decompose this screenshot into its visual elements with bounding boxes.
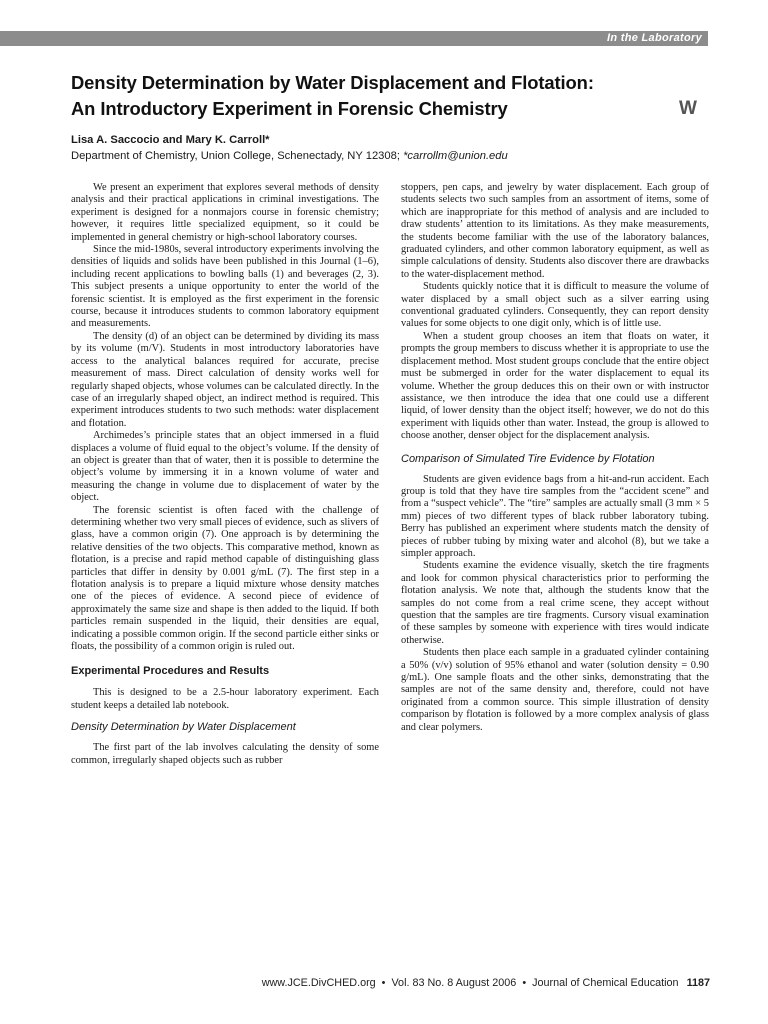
footer-url: www.JCE.DivCHED.org bbox=[261, 977, 376, 989]
affiliation-text: Department of Chemistry, Union College, Schenectady, NY 12308; bbox=[71, 150, 404, 162]
footer-journal: Journal of Chemical Education bbox=[532, 977, 679, 989]
author-email: *carrollm@union.edu bbox=[403, 150, 508, 162]
paragraph: Since the mid-1980s, several introductory experiments involving the densities of liquids and solids have been published in this Journal (1–6), including recent applications to bowling balls (1) and beverages (2, 3). This subject presents a unique opportunity to enter the world of the forensic scientist. It is employed as the first experiment in the forensic course, because it introduces students to common laboratory equipment and measurements. bbox=[71, 244, 379, 330]
left-column bbox=[71, 182, 379, 767]
subsection-heading: Comparison of Simulated Tire Evidence by Flotation bbox=[401, 452, 655, 465]
paragraph: The density (d) of an object can be determined by dividing its mass by its volume (m/V). Students in most introductory laboratories have access to the analytical balances required for accurate, precise measurement of mass. Direct calculation of density works well for regularly shaped objects, whose volumes can be calculated directly. In the case of an irregularly shaped object, an indirect method is required. This experiment introduces students to two such methods: water displacement and flotation. bbox=[71, 330, 379, 429]
section-label: In the Laboratory bbox=[607, 32, 702, 44]
author-list: Lisa A. Saccocio and Mary K. Carroll* bbox=[71, 134, 270, 146]
subsection-heading: Density Determination by Water Displacement bbox=[71, 721, 296, 734]
paragraph: Students quickly notice that it is difficult to measure the volume of water displaced by a small object such as a silver earring using conventional graduated cylinders. Consequently, they can report density values for some objects to one digit only, which is of little use. bbox=[401, 281, 709, 330]
page-footer bbox=[262, 977, 710, 989]
paragraph: Students then place each sample in a graduated cylinder containing a 50% (v/v) solution of 95% ethanol and water (solution density = 0.90 g/mL). One sample floats and the other sinks, demonstrating that the samples are not of the same density and, therefore, could not have originated from a common source. This simple illustration of density comparison by flotation is followed by a more complex analysis of glass and clear polymers. bbox=[401, 647, 709, 733]
section-banner bbox=[0, 31, 708, 46]
paragraph: When a student group chooses an item that floats on water, it prompts the group members to discuss whether it is appropriate to use the displacement method. Most student groups conclude that the entire object must be submerged in order for the water displacement to equal its volume. Whether the group deduces this on their own or with instructor assistance, we then introduce the idea that one could use a different liquid, of lower density than the object itself; however, we do not do this experiment with liquids other than water. Instead, the group is allowed to choose another, denser object for the displacement analysis. bbox=[401, 330, 709, 442]
page-number: 1187 bbox=[686, 977, 710, 989]
affiliation bbox=[71, 150, 508, 162]
web-supplement-icon: W bbox=[679, 98, 696, 119]
footer-separator: • bbox=[381, 977, 386, 989]
paragraph: Archimedes’s principle states that an object immersed in a fluid displaces a volume of fluid equal to the object’s volume. If the density of an object is greater than that of water, then it is possible to determine the object’s volume by immersing it in a known volume of water and measuring the change in volume due to displacement of water by the object. bbox=[71, 430, 379, 504]
paragraph: Students examine the evidence visually, sketch the tire fragments and look for common physical characteristics prior to performing the flotation analysis. We note that, although the students know that the samples do not come from a real crime scene, they accept without question that the samples are tire fragments. Cursory visual examination of these samples by someone with experience with tires would indicate otherwise. bbox=[401, 560, 709, 646]
paragraph: The first part of the lab involves calculating the density of some common, irregularly shaped objects such as rubber bbox=[71, 742, 379, 766]
paragraph: We present an experiment that explores several methods of density analysis and their practical applications in criminal investigations. The experiment is designed for a nonmajors course in forensic chemistry; however, it requires little specialized equipment, so it could be implemented in general chemistry or high-school laboratory courses. bbox=[71, 182, 379, 243]
footer-separator: • bbox=[522, 977, 527, 989]
paragraph: stoppers, pen caps, and jewelry by water displacement. Each group of students selects two such samples from an assortment of items, some of which are inappropriate for this method of analysis and are included to draw students’ attention to its limitations. As they make measurements, the students become familiar with the use of the laboratory balances, graduated cylinders, and other common laboratory equipment, as well as simple calculations of density. Students also discover there are drawbacks to the water-displacement method. bbox=[401, 182, 709, 280]
paragraph: This is designed to be a 2.5-hour laboratory experiment. Each student keeps a detailed lab notebook. bbox=[71, 687, 379, 711]
paragraph: The forensic scientist is often faced with the challenge of determining whether two very small pieces of evidence, such as slivers of glass, have a common origin (7). One approach is by determining the relative densities of the two objects. This comparative method, known as flotation, is a precise and rapid method capable of distinguishing glass particles that differ in density by 0.001 g/mL (7). The first step in a flotation analysis is to prepare a liquid mixture whose density matches one of the pieces of evidence. A second piece of evidence of approximately the same size and shape is then added to the liquid. If both particles remain suspended in the liquid, their densities are equal, indicating a possible common origin. If the second particle either sinks or floats, the possibility of a common origin is ruled out. bbox=[71, 504, 379, 653]
paragraph: Students are given evidence bags from a hit-and-run accident. Each group is told that they have tire samples from the “accident scene” and from a “suspect vehicle”. The “tire” samples are actually small (3 mm × 5 mm) pieces of two different types of black rubber laboratory tubing. Berry has published an experiment where students match the density of pieces of rubber tubing by mixing water and alcohol (8), but we take a simpler approach. bbox=[401, 473, 709, 559]
right-column bbox=[401, 182, 709, 734]
title-line-1: Density Determination by Water Displacement and Flotation: bbox=[71, 72, 594, 93]
article-title bbox=[71, 70, 711, 122]
footer-volume: Vol. 83 No. 8 August 2006 bbox=[391, 977, 517, 989]
title-line-2: An Introductory Experiment in Forensic Chemistry bbox=[71, 98, 508, 119]
section-heading: Experimental Procedures and Results bbox=[71, 665, 270, 678]
